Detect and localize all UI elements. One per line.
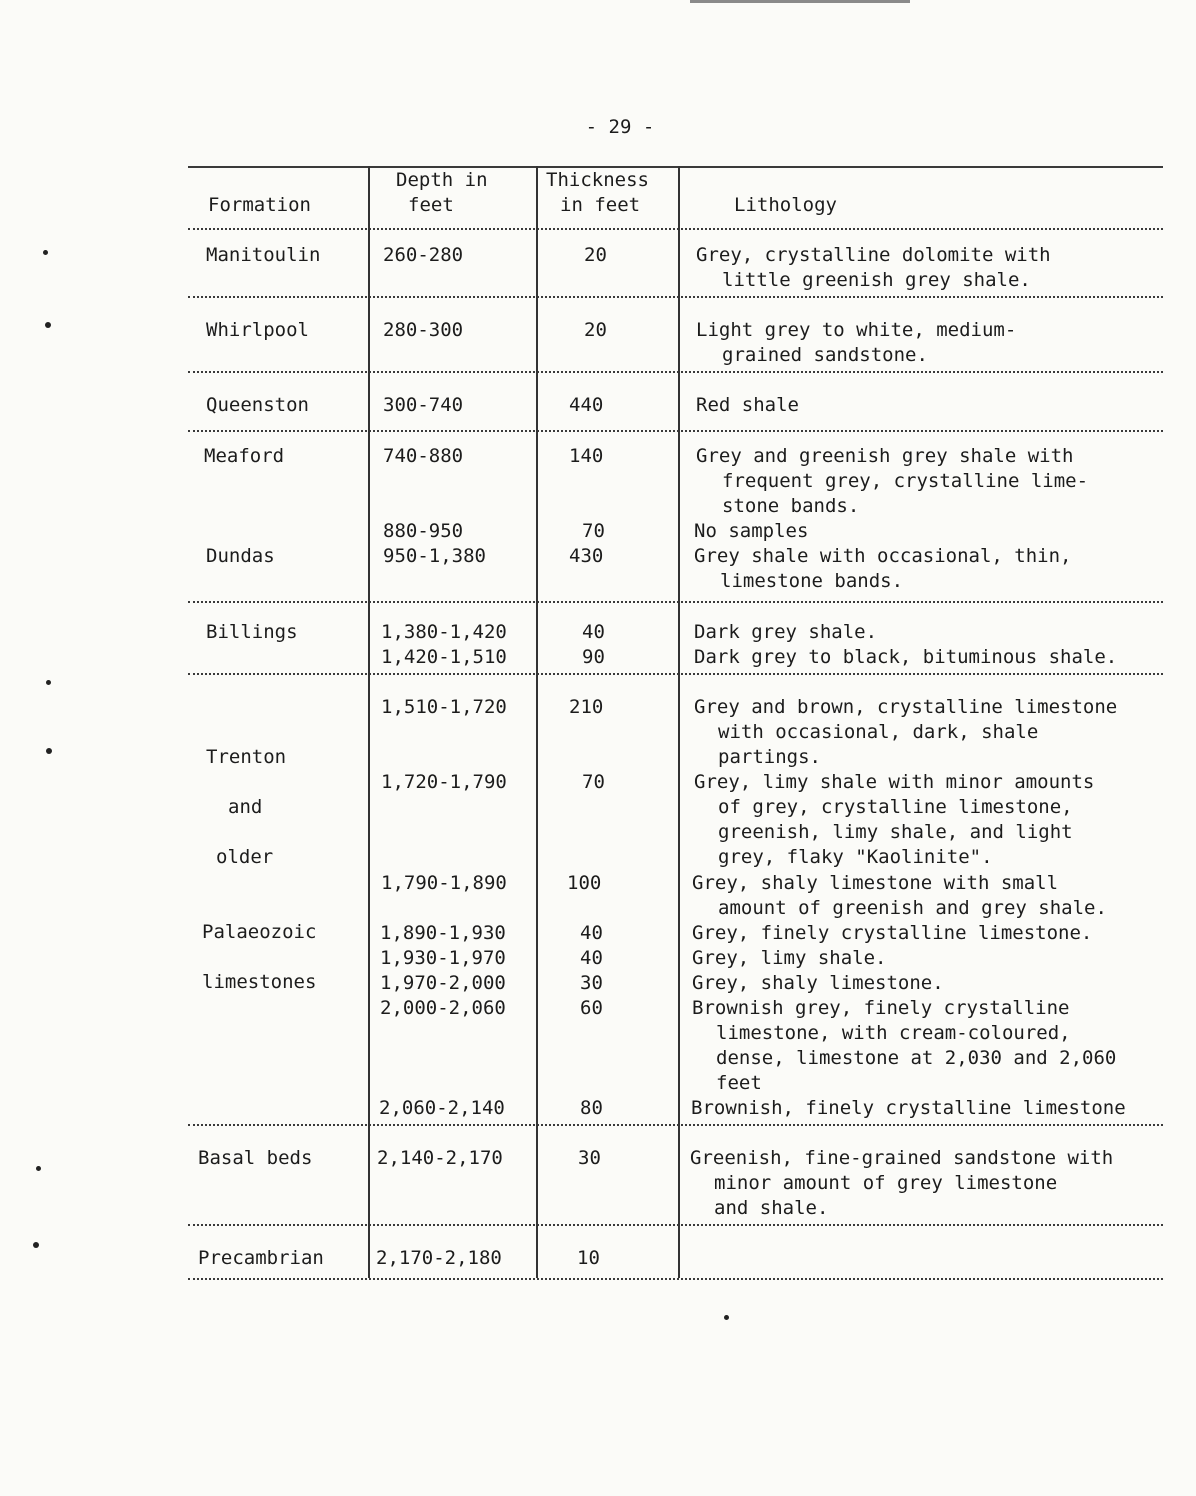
thickness-cell: 30 (580, 972, 603, 994)
lithology-cell: Grey, crystalline dolomite with (696, 244, 1051, 266)
thickness-cell: 60 (580, 997, 603, 1019)
depth-cell: 1,890-1,930 (380, 922, 506, 944)
lithology-cell: and shale. (714, 1197, 829, 1219)
lithology-cell: with occasional, dark, shale (718, 721, 1039, 743)
table-top-rule (188, 166, 1163, 168)
lithology-cell: Grey, limy shale. (692, 947, 887, 969)
formation-cell: Trenton (206, 746, 287, 768)
formation-cell: Precambrian (198, 1247, 324, 1269)
lithology-cell: amount of greenish and grey shale. (718, 897, 1107, 919)
top-edge-mark (690, 0, 910, 3)
scan-speck (43, 250, 48, 255)
depth-cell: 1,720-1,790 (381, 771, 507, 793)
lithology-cell: Dark grey shale. (694, 621, 878, 643)
thickness-cell: 20 (584, 244, 607, 266)
depth-cell: 2,060-2,140 (379, 1097, 505, 1119)
scan-speck (33, 1242, 39, 1248)
depth-cell: 280-300 (383, 319, 464, 341)
formation-cell: older (216, 846, 274, 868)
thickness-cell: 140 (569, 445, 604, 467)
lithology-cell: Grey and brown, crystalline limestone (694, 696, 1118, 718)
formation-cell: and (228, 796, 263, 818)
lithology-cell: Dark grey to black, bituminous shale. (694, 646, 1118, 668)
thickness-cell: 80 (580, 1097, 603, 1119)
lithology-cell: minor amount of grey limestone (714, 1172, 1058, 1194)
depth-cell: 2,140-2,170 (377, 1147, 503, 1169)
row-rule (188, 430, 1163, 432)
column-divider (536, 166, 538, 1278)
lithology-cell: Grey, shaly limestone with small (692, 872, 1059, 894)
formation-cell: Billings (206, 621, 298, 643)
table-bottom-rule (188, 1278, 1163, 1280)
formation-cell: Manitoulin (206, 244, 321, 266)
lithology-cell: Light grey to white, medium- (696, 319, 1017, 341)
header-thickness: Thickness (546, 169, 649, 191)
formation-cell: Basal beds (198, 1147, 313, 1169)
row-rule (188, 371, 1163, 373)
depth-cell: 260-280 (383, 244, 464, 266)
thickness-cell: 40 (580, 947, 603, 969)
lithology-cell: Red shale (696, 394, 799, 416)
scan-speck (45, 322, 51, 328)
lithology-cell: frequent grey, crystalline lime- (722, 470, 1089, 492)
row-rule (188, 673, 1163, 675)
thickness-cell: 100 (567, 872, 602, 894)
row-rule (188, 1124, 1163, 1126)
lithology-cell: dense, limestone at 2,030 and 2,060 (716, 1047, 1117, 1069)
thickness-cell: 30 (578, 1147, 601, 1169)
lithology-cell: limestone bands. (720, 570, 904, 592)
thickness-cell: 90 (582, 646, 605, 668)
depth-cell: 1,790-1,890 (381, 872, 507, 894)
lithology-cell: Grey shale with occasional, thin, (694, 545, 1072, 567)
thickness-cell: 440 (569, 394, 604, 416)
thickness-cell: 70 (582, 520, 605, 542)
lithology-cell: grained sandstone. (722, 344, 928, 366)
header-formation: Formation (208, 194, 311, 216)
thickness-cell: 210 (569, 696, 604, 718)
lithology-cell: partings. (718, 746, 821, 768)
depth-cell: 740-880 (383, 445, 464, 467)
lithology-cell: Grey and greenish grey shale with (696, 445, 1074, 467)
thickness-cell: 10 (577, 1247, 600, 1269)
scan-speck (46, 748, 52, 754)
depth-cell: 1,380-1,420 (381, 621, 507, 643)
formation-cell: Whirlpool (206, 319, 309, 341)
scan-speck (724, 1315, 729, 1320)
thickness-cell: 430 (569, 545, 604, 567)
lithology-cell: Grey, finely crystalline limestone. (692, 922, 1093, 944)
header-rule (188, 228, 1163, 230)
lithology-cell: Greenish, fine-grained sandstone with (690, 1147, 1114, 1169)
depth-cell: 880-950 (383, 520, 464, 542)
formation-cell: Queenston (206, 394, 309, 416)
depth-cell: 950-1,380 (383, 545, 486, 567)
header-thickness: in feet (560, 194, 641, 216)
header-depth: feet (408, 194, 454, 216)
thickness-cell: 20 (584, 319, 607, 341)
thickness-cell: 40 (582, 621, 605, 643)
lithology-cell: No samples (694, 520, 809, 542)
column-divider (368, 166, 370, 1278)
lithology-cell: Brownish grey, finely crystalline (692, 997, 1070, 1019)
depth-cell: 1,970-2,000 (380, 972, 506, 994)
scan-speck (46, 680, 51, 685)
lithology-cell: grey, flaky "Kaolinite". (718, 846, 993, 868)
depth-cell: 300-740 (383, 394, 464, 416)
depth-cell: 1,930-1,970 (380, 947, 506, 969)
row-rule (188, 601, 1163, 603)
formation-cell: limestones (202, 971, 317, 993)
lithology-cell: Brownish, finely crystalline limestone (691, 1097, 1126, 1119)
lithology-cell: feet (716, 1072, 762, 1094)
row-rule (188, 1224, 1163, 1226)
depth-cell: 2,000-2,060 (380, 997, 506, 1019)
lithology-cell: stone bands. (722, 495, 860, 517)
lithology-cell: limestone, with cream-coloured, (716, 1022, 1071, 1044)
formation-cell: Meaford (204, 445, 285, 467)
lithology-cell: Grey, limy shale with minor amounts (694, 771, 1095, 793)
header-lithology: Lithology (734, 194, 837, 216)
depth-cell: 1,420-1,510 (381, 646, 507, 668)
formation-cell: Palaeozoic (202, 921, 317, 943)
lithology-cell: little greenish grey shale. (722, 269, 1031, 291)
thickness-cell: 40 (580, 922, 603, 944)
page-number: - 29 - (585, 116, 655, 138)
formation-cell: Dundas (206, 545, 275, 567)
depth-cell: 2,170-2,180 (376, 1247, 502, 1269)
scan-speck (36, 1166, 41, 1171)
header-depth: Depth in (396, 169, 488, 191)
column-divider (678, 166, 680, 1278)
lithology-cell: Grey, shaly limestone. (692, 972, 944, 994)
lithology-cell: of grey, crystalline limestone, (718, 796, 1073, 818)
row-rule (188, 296, 1163, 298)
thickness-cell: 70 (582, 771, 605, 793)
depth-cell: 1,510-1,720 (381, 696, 507, 718)
lithology-cell: greenish, limy shale, and light (718, 821, 1073, 843)
